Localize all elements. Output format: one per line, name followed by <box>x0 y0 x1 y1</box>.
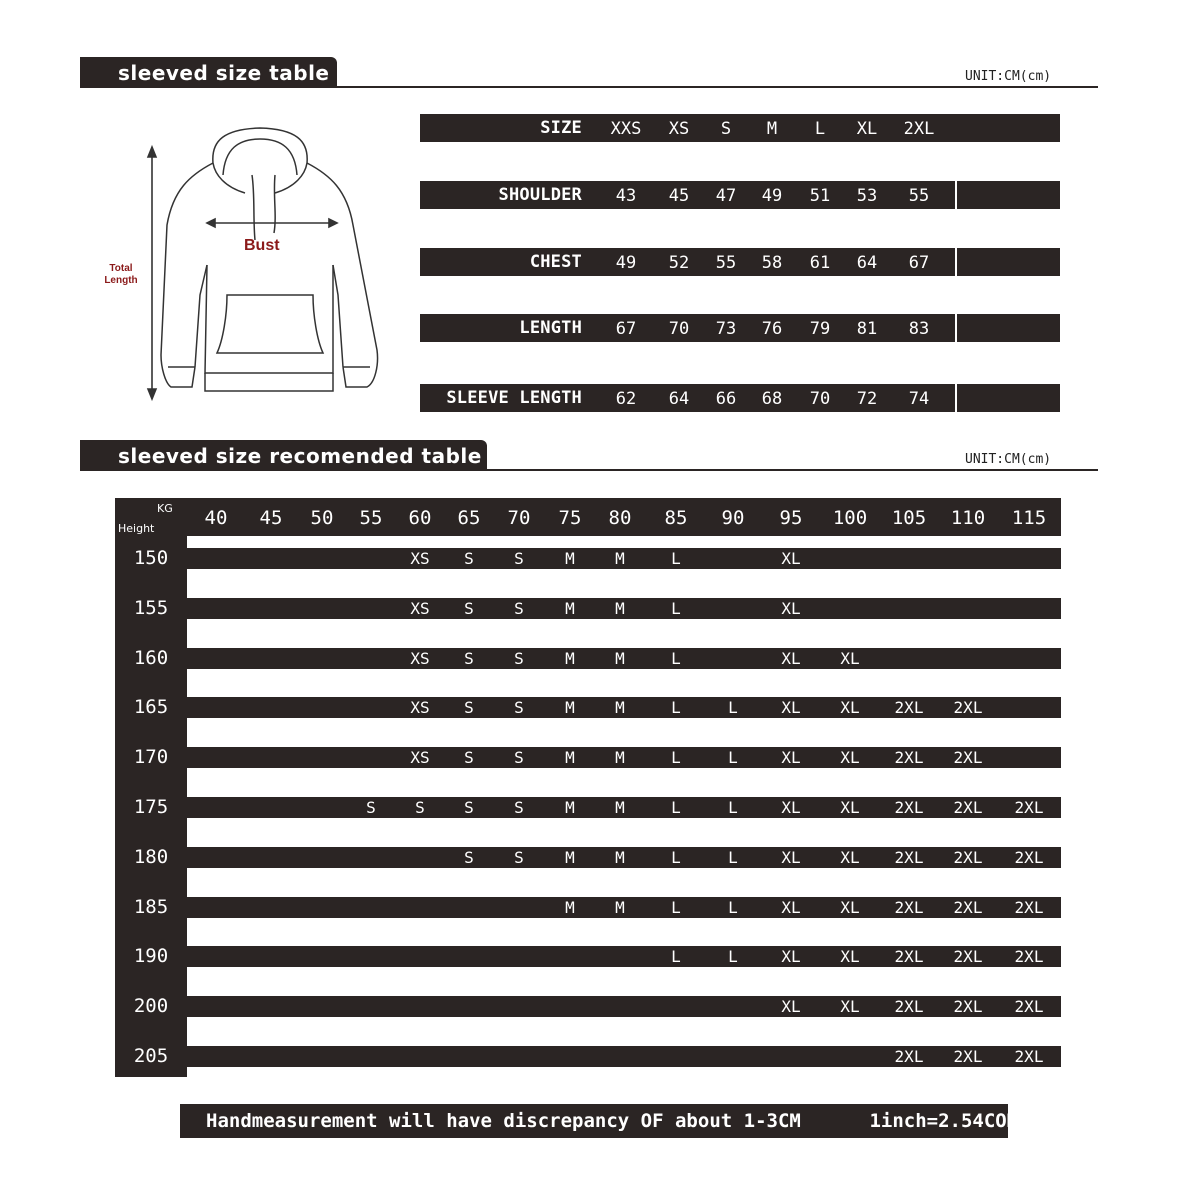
height-value: 180 <box>133 845 169 868</box>
size-recommendation: 2XL <box>1014 947 1044 967</box>
size-recommendation: 2XL <box>953 997 983 1017</box>
height-value: 205 <box>133 1045 169 1067</box>
section-divider <box>80 86 1098 88</box>
height-value: 160 <box>133 646 169 669</box>
size-recommendation: S <box>514 698 524 718</box>
size-cell: 53 <box>856 186 878 206</box>
size-recommendation: L <box>671 549 681 568</box>
size-cell: 73 <box>715 319 737 339</box>
size-cell: M <box>766 119 778 139</box>
size-recommendation: M <box>615 847 625 867</box>
size-recommendation: M <box>565 698 575 718</box>
size-cell: 64 <box>856 253 878 273</box>
size-recommendation: M <box>565 648 575 668</box>
size-recommendation: XL <box>840 648 860 668</box>
size-recommendation: L <box>671 648 681 668</box>
size-recommendation: XS <box>410 598 430 618</box>
size-header-row <box>420 114 1060 142</box>
weight-header: 60 <box>408 507 432 529</box>
size-recommendation: S <box>514 748 524 768</box>
size-recommendation: L <box>671 748 681 768</box>
size-cell: 51 <box>809 186 831 206</box>
height-value: 170 <box>133 746 169 769</box>
size-recommendation: XS <box>410 698 430 718</box>
size-recommendation: XS <box>410 748 430 768</box>
size-row <box>420 314 1060 342</box>
size-recommendation: 2XL <box>1014 1047 1044 1066</box>
size-recommendation: S <box>514 549 524 568</box>
size-recommendation: L <box>671 798 681 817</box>
weight-header: 50 <box>310 507 334 529</box>
size-recommendation: S <box>514 798 524 817</box>
row-divider <box>955 314 957 342</box>
size-recommendation: L <box>671 847 681 867</box>
size-recommendation: XL <box>781 847 801 867</box>
size-recommendation: XL <box>840 847 860 867</box>
size-cell: 74 <box>908 389 930 409</box>
height-value: 155 <box>133 596 169 619</box>
size-recommendation: M <box>565 798 575 817</box>
size-recommendation: 2XL <box>953 947 983 967</box>
inch-conversion: 1inch=2.54COM <box>869 1110 1019 1132</box>
size-cell: 79 <box>809 319 831 339</box>
size-recommendation: S <box>464 847 474 867</box>
section-title-size-table <box>80 57 337 88</box>
weight-header: 90 <box>721 507 745 529</box>
size-recommendation: XL <box>781 648 801 668</box>
size-recommendation: 2XL <box>953 897 983 917</box>
size-cell: 76 <box>761 319 783 339</box>
weight-header: 115 <box>1011 507 1047 529</box>
height-value: 190 <box>133 945 169 968</box>
row-divider <box>955 181 957 209</box>
size-recommendation: M <box>615 748 625 768</box>
size-recommendation: M <box>615 598 625 618</box>
size-recommendation: 2XL <box>1014 847 1044 867</box>
size-recommendation: XL <box>840 947 860 967</box>
size-recommendation: L <box>671 698 681 718</box>
height-value: 175 <box>133 796 169 818</box>
size-row-label: SHOULDER <box>498 185 582 205</box>
size-recommendation: L <box>728 748 738 768</box>
size-cell: 67 <box>908 253 930 273</box>
size-recommendation: M <box>615 798 625 817</box>
size-cell: 45 <box>668 186 690 206</box>
height-value: 150 <box>133 547 169 569</box>
discrepancy-note: Handmeasurement will have discrepancy OF about 1-3CM <box>206 1110 801 1132</box>
size-cell: 52 <box>668 253 690 273</box>
size-cell: 66 <box>715 389 737 409</box>
size-cell: 49 <box>615 253 637 273</box>
size-recommendation: S <box>415 798 425 817</box>
size-recommendation: S <box>366 798 376 817</box>
size-recommendation: XS <box>410 648 430 668</box>
size-recommendation: M <box>565 598 575 618</box>
height-value: 200 <box>133 995 169 1018</box>
weight-header: 95 <box>779 507 803 529</box>
size-recommendation: XL <box>781 798 801 817</box>
hoodie-diagram <box>95 115 395 405</box>
size-row-label: SLEEVE LENGTH <box>446 388 582 408</box>
weight-header: 110 <box>950 507 986 529</box>
table-row <box>187 1046 1061 1067</box>
kg-label: KG <box>157 502 173 515</box>
size-recommendation: M <box>615 549 625 568</box>
section-title-text: sleeved size table <box>118 60 330 85</box>
size-cell: 70 <box>668 319 690 339</box>
size-recommendation: XL <box>781 748 801 768</box>
size-recommendation: XL <box>840 798 860 817</box>
size-recommendation: XL <box>781 997 801 1017</box>
section-divider <box>80 469 1098 471</box>
size-cell: S <box>720 119 732 139</box>
size-recommendation: L <box>728 698 738 718</box>
size-recommendation: S <box>464 798 474 817</box>
weight-header: 85 <box>664 507 688 529</box>
size-recommendation: S <box>464 598 474 618</box>
size-cell: 61 <box>809 253 831 273</box>
size-recommendation: XL <box>781 897 801 917</box>
section-title-recommended-table <box>80 440 487 471</box>
size-recommendation: L <box>671 947 681 967</box>
size-cell: 43 <box>615 186 637 206</box>
size-recommendation: 2XL <box>894 897 924 917</box>
size-recommendation: XL <box>840 748 860 768</box>
size-cell: 70 <box>809 389 831 409</box>
size-recommendation: L <box>728 798 738 817</box>
size-row <box>420 248 1060 276</box>
size-recommendation: S <box>464 698 474 718</box>
size-recommendation: S <box>514 648 524 668</box>
weight-header: 80 <box>608 507 632 529</box>
size-recommendation: M <box>615 897 625 917</box>
size-cell: 55 <box>908 186 930 206</box>
size-recommendation: L <box>671 598 681 618</box>
size-recommendation: 2XL <box>894 698 924 718</box>
size-recommendation: L <box>671 897 681 917</box>
total-length-label <box>96 263 146 287</box>
size-row-label: LENGTH <box>519 318 582 338</box>
size-recommendation: M <box>565 847 575 867</box>
size-recommendation: XS <box>410 549 430 568</box>
size-recommendation: M <box>615 648 625 668</box>
size-recommendation: 2XL <box>953 748 983 768</box>
weight-header: 75 <box>558 507 582 529</box>
size-row-label: SIZE <box>540 118 582 138</box>
table-row <box>187 996 1061 1017</box>
total-length-line2: Length <box>104 275 138 286</box>
size-cell: 67 <box>615 319 637 339</box>
size-recommendation: 2XL <box>953 1047 983 1066</box>
size-recommendation: XL <box>781 698 801 718</box>
size-recommendation: M <box>565 549 575 568</box>
size-recommendation: 2XL <box>953 698 983 718</box>
size-recommendation: L <box>728 947 738 967</box>
size-recommendation: S <box>464 648 474 668</box>
size-cell: 64 <box>668 389 690 409</box>
size-recommendation: 2XL <box>894 798 924 817</box>
size-cell: 72 <box>856 389 878 409</box>
size-recommendation: XL <box>840 997 860 1017</box>
weight-header: 55 <box>359 507 383 529</box>
size-cell: 49 <box>761 186 783 206</box>
size-recommendation: 2XL <box>953 847 983 867</box>
size-cell: 62 <box>615 389 637 409</box>
size-recommendation: L <box>728 847 738 867</box>
weight-header: 45 <box>259 507 283 529</box>
size-cell: 81 <box>856 319 878 339</box>
weight-header: 65 <box>457 507 481 529</box>
weight-header: 70 <box>507 507 531 529</box>
size-recommendation: 2XL <box>953 798 983 817</box>
table-row <box>187 946 1061 967</box>
size-recommendation: S <box>514 847 524 867</box>
size-cell: L <box>814 119 826 139</box>
unit-label: UNIT:CM(cm) <box>965 452 1052 467</box>
size-recommendation: S <box>464 748 474 768</box>
size-recommendation: XL <box>840 897 860 917</box>
size-recommendation: XL <box>781 549 801 568</box>
size-recommendation: 2XL <box>1014 997 1044 1017</box>
size-recommendation: M <box>565 897 575 917</box>
size-cell: 47 <box>715 186 737 206</box>
height-value: 185 <box>133 895 169 918</box>
size-recommendation: M <box>615 698 625 718</box>
weight-header: 105 <box>891 507 927 529</box>
unit-label: UNIT:CM(cm) <box>965 69 1052 84</box>
section-title-text: sleeved size recomended table <box>118 443 482 468</box>
size-recommendation: 2XL <box>894 748 924 768</box>
total-length-line1: Total <box>109 263 133 274</box>
size-cell: 55 <box>715 253 737 273</box>
size-recommendation: 2XL <box>894 947 924 967</box>
size-recommendation: 2XL <box>1014 798 1044 817</box>
row-divider <box>955 248 957 276</box>
size-cell: 68 <box>761 389 783 409</box>
size-recommendation: XL <box>840 698 860 718</box>
bust-label: Bust <box>244 237 280 254</box>
size-recommendation: L <box>728 897 738 917</box>
weight-header: 100 <box>832 507 868 529</box>
row-divider <box>955 384 957 412</box>
size-cell: XL <box>856 119 878 139</box>
size-cell: 2XL <box>903 119 935 139</box>
weight-header: 40 <box>204 507 228 529</box>
height-value: 165 <box>133 696 169 719</box>
size-cell: XXS <box>610 119 642 139</box>
size-recommendation: 2XL <box>894 1047 924 1066</box>
size-cell: 83 <box>908 319 930 339</box>
size-recommendation: XL <box>781 947 801 967</box>
size-recommendation: S <box>464 549 474 568</box>
size-recommendation: 2XL <box>894 997 924 1017</box>
size-cell: 58 <box>761 253 783 273</box>
size-recommendation: S <box>514 598 524 618</box>
size-recommendation: XL <box>781 598 801 618</box>
size-row-label: CHEST <box>529 252 582 272</box>
size-recommendation: 2XL <box>894 847 924 867</box>
size-recommendation: 2XL <box>1014 897 1044 917</box>
size-recommendation: M <box>565 748 575 768</box>
height-label: Height <box>118 522 155 535</box>
footer-note <box>180 1104 1019 1138</box>
size-cell: XS <box>668 119 690 139</box>
